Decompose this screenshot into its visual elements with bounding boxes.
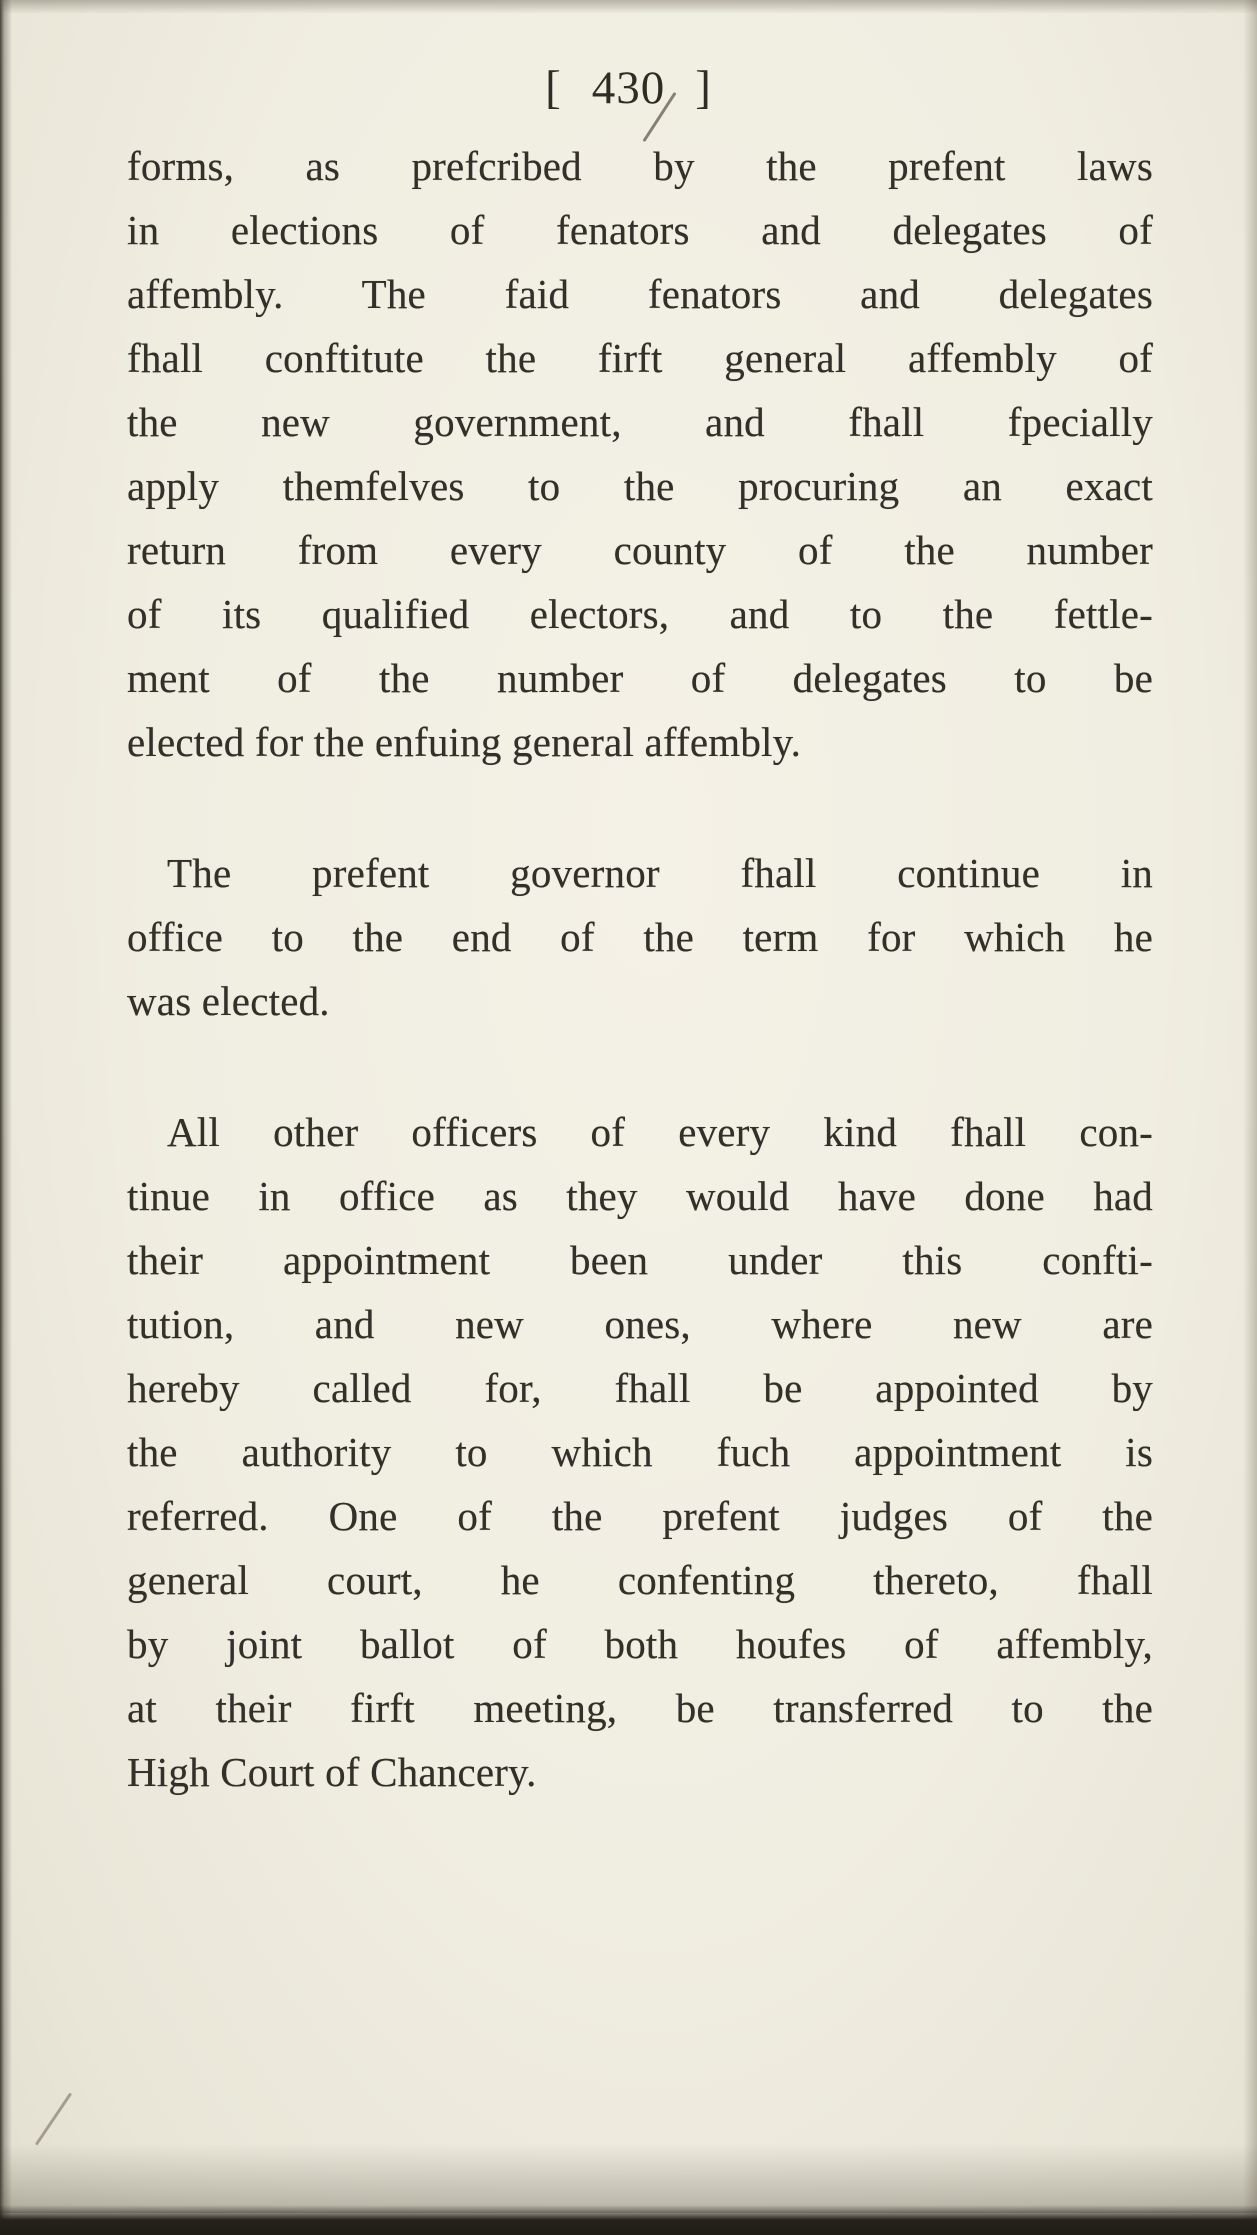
scan-edge-right bbox=[1243, 0, 1257, 2235]
scan-edge-left bbox=[0, 0, 12, 2235]
text-line: of its qualified electors, and to the fettle- bbox=[127, 591, 1153, 637]
text-line: forms, as prefcribed by the prefent laws bbox=[127, 143, 1153, 189]
text-line: ment of the number of delegates to be bbox=[127, 655, 1153, 701]
text-line: their appointment been under this confti- bbox=[127, 1237, 1153, 1283]
page-number: 430 bbox=[591, 62, 666, 114]
page-header bbox=[0, 52, 1257, 124]
left-bracket: [ bbox=[545, 62, 562, 114]
scan-bottom-shade bbox=[0, 2143, 1257, 2213]
text-line: return from every county of the number bbox=[127, 527, 1153, 573]
text-line: tinue in office as they would have done had bbox=[127, 1173, 1153, 1219]
text-line: at their firft meeting, be transferred to the bbox=[127, 1685, 1153, 1731]
text-line: was elected. bbox=[127, 978, 330, 1024]
text-line: apply themfelves to the procuring an exact bbox=[127, 463, 1153, 509]
text-line: fhall conftitute the firft general affembly of bbox=[127, 335, 1153, 381]
scan-edge-top bbox=[0, 0, 1257, 14]
text-line: office to the end of the term for which he bbox=[127, 914, 1153, 960]
right-bracket: ] bbox=[695, 62, 712, 114]
text-block bbox=[127, 134, 1153, 1871]
text-line: referred. One of the prefent judges of the bbox=[127, 1493, 1153, 1539]
text-line: in elections of fenators and delegates of bbox=[127, 207, 1153, 253]
text-line: elected for the enfuing general affembly. bbox=[127, 719, 802, 765]
text-line: the authority to which fuch appointment is bbox=[127, 1429, 1153, 1475]
scan-edge-bottom bbox=[0, 2205, 1257, 2235]
text-line: by joint ballot of both houfes of affembly, bbox=[127, 1621, 1153, 1667]
pencil-slash-mark bbox=[35, 2092, 72, 2145]
paragraph bbox=[127, 1100, 1153, 1804]
text-line: The prefent governor fhall continue in bbox=[167, 850, 1153, 896]
text-line: hereby called for, fhall be appointed by bbox=[127, 1365, 1153, 1411]
paragraph bbox=[127, 134, 1153, 774]
text-line: High Court of Chancery. bbox=[127, 1749, 537, 1795]
text-line: the new government, and fhall fpecially bbox=[127, 399, 1153, 445]
text-line: All other officers of every kind fhall con- bbox=[167, 1109, 1153, 1155]
paragraph bbox=[127, 841, 1153, 1033]
text-line: affembly. The faid fenators and delegates bbox=[127, 271, 1153, 317]
text-line: tution, and new ones, where new are bbox=[127, 1301, 1153, 1347]
text-line: general court, he confenting thereto, fhall bbox=[127, 1557, 1153, 1603]
